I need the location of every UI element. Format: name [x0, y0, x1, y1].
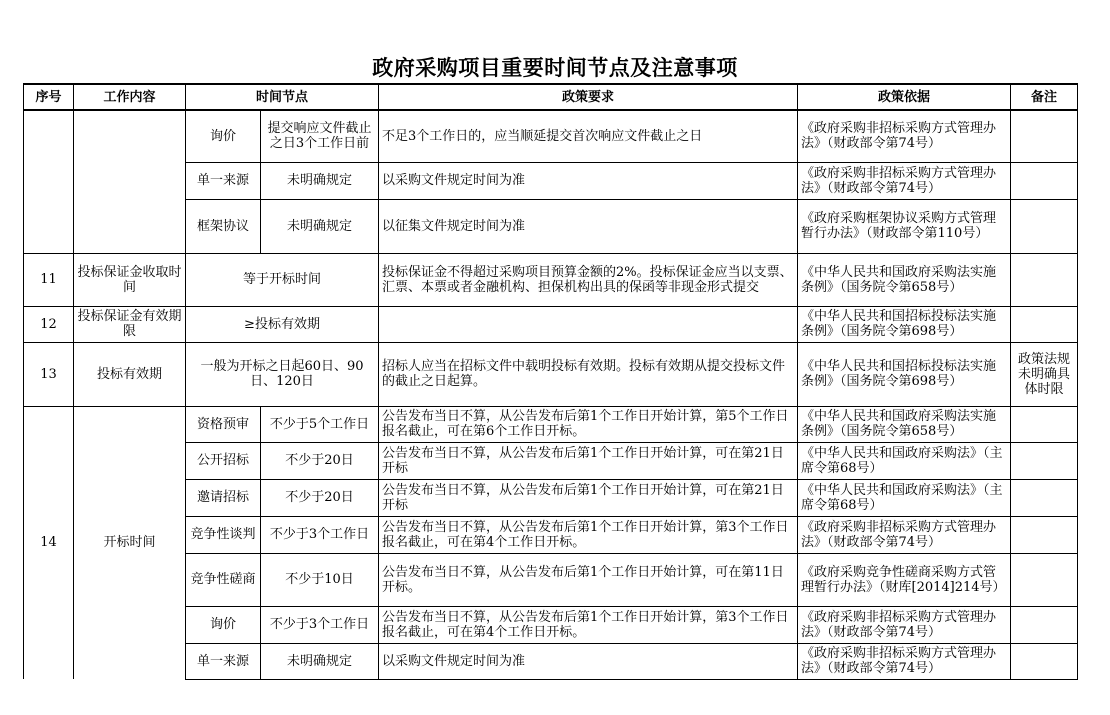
- basis-cell: 《政府采购竞争性磋商采购方式管理暂行办法》（财库[2014]214号）: [798, 553, 1011, 606]
- work-cell: [74, 110, 186, 253]
- method-cell: 公开招标: [186, 442, 261, 479]
- header-seq: 序号: [24, 84, 74, 110]
- method-cell: 询价: [186, 606, 261, 643]
- method-cell: 竞争性谈判: [186, 516, 261, 553]
- header-row: [24, 84, 1078, 110]
- policy-cell: [379, 306, 798, 342]
- table-row: [24, 253, 1078, 306]
- note-cell: [1011, 162, 1078, 199]
- header-basis: 政策依据: [798, 84, 1011, 110]
- policy-cell: 公告发布当日不算，从公告发布后第1个工作日开始计算，可在第21日开标: [379, 442, 798, 479]
- policy-cell: 以征集文件规定时间为准: [379, 199, 798, 253]
- time-cell: 未明确规定: [261, 199, 379, 253]
- work-cell: 投标保证金收取时间: [74, 253, 186, 306]
- policy-cell: 不足3个工作日的，应当顺延提交首次响应文件截止之日: [379, 110, 798, 162]
- header-policy: 政策要求: [379, 84, 798, 110]
- method-cell: 单一来源: [186, 643, 261, 679]
- seq-cell: [24, 110, 74, 253]
- time-cell: 不少于5个工作日: [261, 406, 379, 442]
- table-row: [24, 406, 1078, 442]
- time-cell: 不少于3个工作日: [261, 516, 379, 553]
- note-cell: [1011, 479, 1078, 516]
- note-cell: [1011, 199, 1078, 253]
- time-cell: 一般为开标之日起60日、90日、120日: [186, 342, 379, 406]
- time-cell: 未明确规定: [261, 643, 379, 679]
- policy-cell: 以采购文件规定时间为准: [379, 643, 798, 679]
- policy-cell: 公告发布当日不算，从公告发布后第1个工作日开始计算，第5个工作日报名截止，可在第6个工作日开标。: [379, 406, 798, 442]
- table-row: [24, 306, 1078, 342]
- basis-cell: 《中华人民共和国政府采购法》（主席令第68号）: [798, 479, 1011, 516]
- policy-cell: 公告发布当日不算，从公告发布后第1个工作日开始计算，可在第21日开标: [379, 479, 798, 516]
- note-cell: [1011, 306, 1078, 342]
- method-cell: 资格预审: [186, 406, 261, 442]
- seq-cell: 14: [24, 406, 74, 679]
- basis-cell: 《政府采购非招标采购方式管理办法》（财政部令第74号）: [798, 606, 1011, 643]
- method-cell: 竞争性磋商: [186, 553, 261, 606]
- method-cell: 框架协议: [186, 199, 261, 253]
- note-cell: [1011, 553, 1078, 606]
- work-cell: 开标时间: [74, 406, 186, 679]
- work-cell: 投标保证金有效期限: [74, 306, 186, 342]
- header-work: 工作内容: [74, 84, 186, 110]
- basis-cell: 《中华人民共和国政府采购法实施条例》（国务院令第658号）: [798, 253, 1011, 306]
- basis-cell: 《中华人民共和国招标投标法实施条例》（国务院令第698号）: [798, 306, 1011, 342]
- note-cell: [1011, 442, 1078, 479]
- time-cell: 不少于3个工作日: [261, 606, 379, 643]
- note-cell: 政策法规未明确具体时限: [1011, 342, 1078, 406]
- time-cell: 未明确规定: [261, 162, 379, 199]
- policy-cell: 公告发布当日不算，从公告发布后第1个工作日开始计算，可在第11日开标。: [379, 553, 798, 606]
- time-cell: 不少于20日: [261, 479, 379, 516]
- header-note: 备注: [1011, 84, 1078, 110]
- work-cell: 投标有效期: [74, 342, 186, 406]
- note-cell: [1011, 606, 1078, 643]
- note-cell: [1011, 516, 1078, 553]
- basis-cell: 《中华人民共和国政府采购法》（主席令第68号）: [798, 442, 1011, 479]
- time-cell: 不少于10日: [261, 553, 379, 606]
- basis-cell: 《政府采购非招标采购方式管理办法》（财政部令第74号）: [798, 643, 1011, 679]
- method-cell: 邀请招标: [186, 479, 261, 516]
- note-cell: [1011, 643, 1078, 679]
- document-title: 政府采购项目重要时间节点及注意事项: [372, 56, 738, 80]
- policy-cell: 以采购文件规定时间为准: [379, 162, 798, 199]
- basis-cell: 《中华人民共和国招标投标法实施条例》（国务院令第698号）: [798, 342, 1011, 406]
- table-row: [24, 110, 1078, 162]
- basis-cell: 《政府采购非招标采购方式管理办法》（财政部令第74号）: [798, 516, 1011, 553]
- policy-cell: 公告发布当日不算，从公告发布后第1个工作日开始计算，第3个工作日报名截止，可在第4个工作日开标。: [379, 516, 798, 553]
- header-time: 时间节点: [186, 84, 379, 110]
- policy-cell: 招标人应当在招标文件中载明投标有效期。投标有效期从提交投标文件的截止之日起算。: [379, 342, 798, 406]
- seq-cell: 12: [24, 306, 74, 342]
- seq-cell: 11: [24, 253, 74, 306]
- basis-cell: 《政府采购非招标采购方式管理办法》（财政部令第74号）: [798, 162, 1011, 199]
- basis-cell: 《政府采购框架协议采购方式管理暂行办法》（财政部令第110号）: [798, 199, 1011, 253]
- time-cell: 不少于20日: [261, 442, 379, 479]
- time-cell: 提交响应文件截止之日3个工作日前: [261, 110, 379, 162]
- policy-cell: 公告发布当日不算，从公告发布后第1个工作日开始计算，第3个工作日报名截止，可在第4个工作日开标。: [379, 606, 798, 643]
- basis-cell: 《政府采购非招标采购方式管理办法》（财政部令第74号）: [798, 110, 1011, 162]
- note-cell: [1011, 110, 1078, 162]
- schedule-table: [23, 83, 1078, 680]
- method-cell: 询价: [186, 110, 261, 162]
- basis-cell: 《中华人民共和国政府采购法实施条例》（国务院令第658号）: [798, 406, 1011, 442]
- note-cell: [1011, 253, 1078, 306]
- method-cell: 单一来源: [186, 162, 261, 199]
- table-row: [24, 342, 1078, 406]
- note-cell: [1011, 406, 1078, 442]
- seq-cell: 13: [24, 342, 74, 406]
- time-cell: ≥投标有效期: [186, 306, 379, 342]
- policy-cell: 投标保证金不得超过采购项目预算金额的2%。投标保证金应当以支票、汇票、本票或者金融机构、担保机构出具的保函等非现金形式提交: [379, 253, 798, 306]
- time-cell: 等于开标时间: [186, 253, 379, 306]
